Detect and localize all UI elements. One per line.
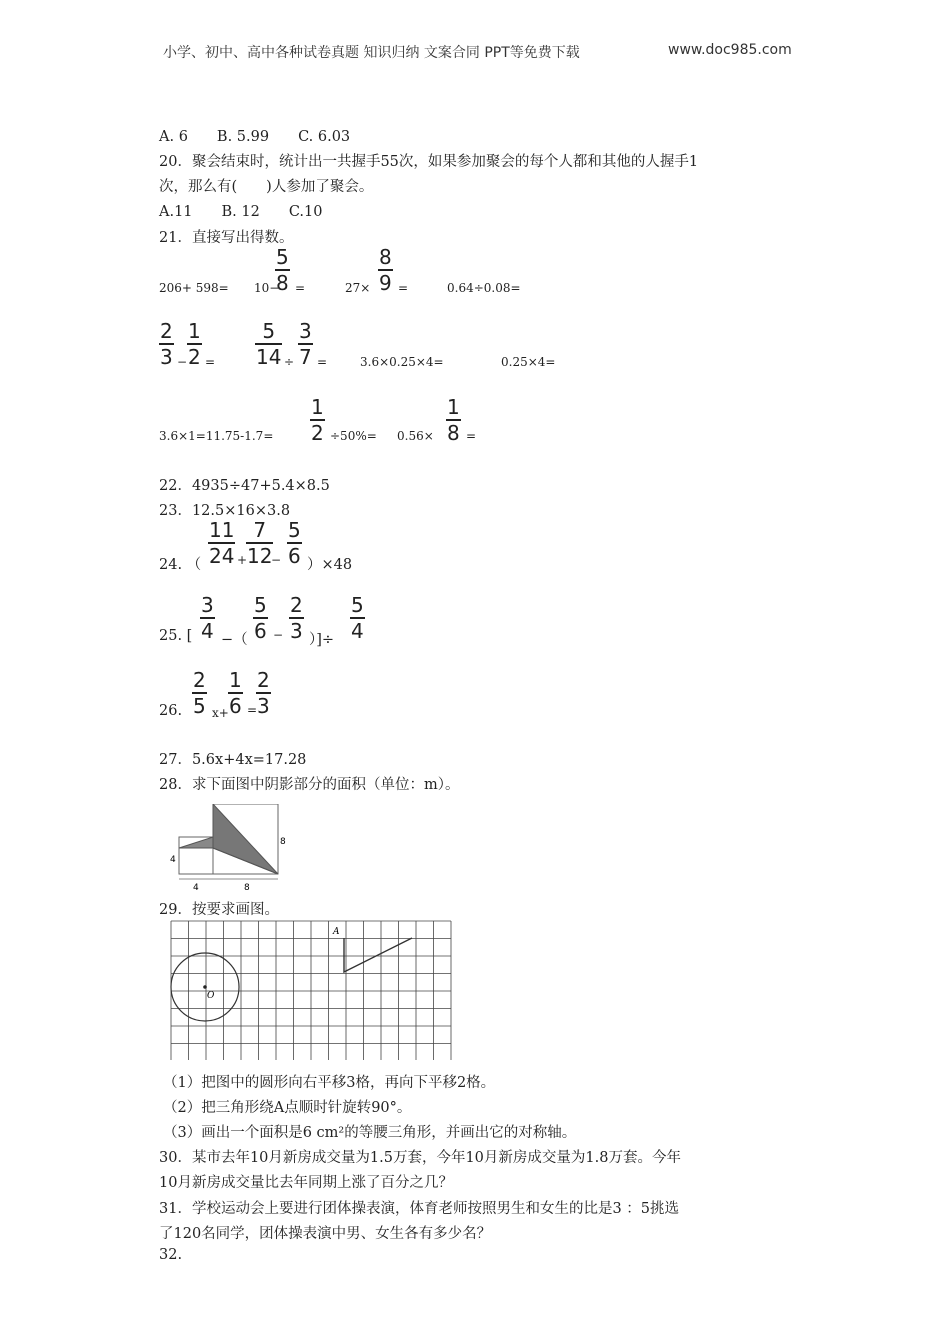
fraction-8-9 <box>378 246 393 294</box>
numerator: 1 <box>229 668 242 692</box>
q21-r2-a-mid: − <box>177 355 188 369</box>
circle-center-dot <box>203 985 207 989</box>
label-bottom-left: 4 <box>193 883 199 893</box>
fraction-2-3c <box>256 669 271 717</box>
q21-r2-b-post: = <box>317 355 328 369</box>
q25-pre: 25. [ <box>159 628 193 644</box>
denominator: 6 <box>288 543 301 568</box>
numerator: 1 <box>188 319 201 343</box>
shaded-area-figure <box>166 804 296 896</box>
q20-line1: 20．聚会结束时，统计出一共握手55次，如果参加聚会的每个人都和其他的人握手1 <box>159 154 699 170</box>
q32: 32. <box>159 1247 183 1263</box>
q20-line2: 次，那么有( )人参加了聚会。 <box>159 179 374 195</box>
label-left: 4 <box>170 855 176 865</box>
numerator: 2 <box>160 319 173 343</box>
q27: 27．5.6x+4x=17.28 <box>159 752 307 768</box>
fraction-2-5 <box>192 669 207 717</box>
q31-line2: 了120名同学，团体操表演中男、女生各有多少名？ <box>159 1226 492 1242</box>
q26-eq: = <box>247 703 258 717</box>
numerator: 5 <box>351 593 364 617</box>
fraction-7-12 <box>246 519 273 567</box>
denominator: 4 <box>201 618 214 643</box>
fraction-3-4 <box>200 594 215 642</box>
numerator: 7 <box>253 518 267 542</box>
numerator: 5 <box>288 518 301 542</box>
label-a: A <box>333 927 340 937</box>
q21-r1-c-post: = <box>398 281 409 295</box>
denominator: 24 <box>209 543 235 568</box>
denominator: 9 <box>379 270 392 295</box>
q21-r3-a: 3.6×1=11.75-1.7= <box>159 429 274 443</box>
label-o: O <box>207 991 215 1001</box>
q29-item-3: （3）画出一个面积是6 cm²的等腰三角形，并画出它的对称轴。 <box>163 1125 577 1141</box>
shaded-triangle-right <box>213 804 278 874</box>
denominator: 6 <box>254 618 267 643</box>
denominator: 5 <box>193 693 206 718</box>
q24-minus: − <box>271 553 282 567</box>
numerator: 5 <box>276 245 289 269</box>
denominator: 3 <box>160 344 173 369</box>
denominator: 3 <box>290 618 303 643</box>
q25-m2: − <box>273 628 284 642</box>
q24-post: ）×48 <box>307 557 353 573</box>
numerator: 8 <box>379 245 392 269</box>
denominator: 2 <box>188 344 201 369</box>
fraction-5-6b <box>253 594 268 642</box>
numerator: 1 <box>447 395 460 419</box>
shaded-triangle-left <box>179 837 213 848</box>
denominator: 12 <box>247 543 273 568</box>
q25-post: ）]÷ <box>309 632 335 648</box>
triangle-shape <box>344 938 412 972</box>
denominator: 3 <box>257 693 270 718</box>
q22: 22．4935÷47+5.4×8.5 <box>159 478 330 494</box>
q24-pre: 24. （ <box>159 557 202 573</box>
numerator: 5 <box>262 319 276 343</box>
q23: 23．12.5×16×3.8 <box>159 503 291 519</box>
fraction-2-3b <box>289 594 304 642</box>
q21-r2-b-mid: ÷ <box>284 355 295 369</box>
numerator: 3 <box>299 319 312 343</box>
q21-r2-d: 0.25×4= <box>501 355 556 369</box>
fraction-5-4 <box>350 594 365 642</box>
denominator: 2 <box>311 420 324 445</box>
q21-title: 21．直接写出得数。 <box>159 230 294 246</box>
numerator: 2 <box>257 668 270 692</box>
q21-r2-c: 3.6×0.25×4= <box>360 355 444 369</box>
fraction-5-14 <box>255 320 282 368</box>
fraction-3-7 <box>298 320 313 368</box>
q25-m1: −（ <box>221 632 248 648</box>
q21-r3-b-post: ÷50%= <box>330 429 377 443</box>
fraction-1-2 <box>187 320 202 368</box>
numerator: 11 <box>209 518 235 542</box>
q21-r1-b-pre: 10− <box>254 281 280 295</box>
fraction-2-3 <box>159 320 174 368</box>
fraction-5-6 <box>287 519 302 567</box>
fraction-5-8 <box>275 246 290 294</box>
label-bottom-right: 8 <box>244 883 250 893</box>
q26-pre: 26. <box>159 703 183 719</box>
denominator: 6 <box>229 693 242 718</box>
numerator: 3 <box>201 593 214 617</box>
q30-line2: 10月新房成交量比去年同期上涨了百分之几？ <box>159 1175 453 1191</box>
q24-plus: + <box>237 553 248 567</box>
q31-line1: 31．学校运动会上要进行团体操表演，体育老师按照男生和女生的比是3 ：5挑选 <box>159 1201 680 1217</box>
numerator: 2 <box>290 593 303 617</box>
header-url[interactable]: www.doc985.com <box>668 42 792 58</box>
numerator: 2 <box>193 668 206 692</box>
numerator: 5 <box>254 593 267 617</box>
q29-item-1: （1）把图中的圆形向右平移3格，再向下平移2格。 <box>163 1075 496 1091</box>
q21-r1-b-post: = <box>295 281 306 295</box>
q29-title: 29．按要求画图。 <box>159 902 279 918</box>
q28-title: 28．求下面图中阴影部分的面积（单位：m）。 <box>159 777 460 793</box>
q26-x: x+ <box>212 706 229 720</box>
q21-r3-c-pre: 0.56× <box>397 429 434 443</box>
q29-item-2: （2）把三角形绕A点顺时针旋转90°。 <box>163 1100 412 1116</box>
q19-options: A. 6 B. 5.99 C. 6.03 <box>159 129 351 145</box>
fraction-1-6 <box>228 669 243 717</box>
q21-r1-c-pre: 27× <box>345 281 371 295</box>
fraction-1-2b <box>310 396 325 444</box>
q21-r3-c-post: = <box>466 429 477 443</box>
header-left: 小学、初中、高中各种试卷真题 知识归纳 文案合同 PPT等免费下载 <box>163 45 580 61</box>
label-right: 8 <box>280 837 286 847</box>
denominator: 7 <box>299 344 312 369</box>
fraction-1-8 <box>446 396 461 444</box>
fraction-11-24 <box>208 519 235 567</box>
drawing-grid[interactable] <box>170 920 452 1060</box>
q30-line1: 30．某市去年10月新房成交量为1.5万套，今年10月新房成交量为1.8万套。今年 <box>159 1150 681 1166</box>
q20-options: A.11 B. 12 C.10 <box>159 204 323 220</box>
denominator: 8 <box>276 270 289 295</box>
denominator: 8 <box>447 420 460 445</box>
numerator: 1 <box>311 395 324 419</box>
denominator: 14 <box>256 344 282 369</box>
q21-r1-a: 206+ 598= <box>159 281 229 295</box>
q21-r1-d: 0.64÷0.08= <box>447 281 521 295</box>
q21-r2-a-post: = <box>205 355 216 369</box>
denominator: 4 <box>351 618 364 643</box>
